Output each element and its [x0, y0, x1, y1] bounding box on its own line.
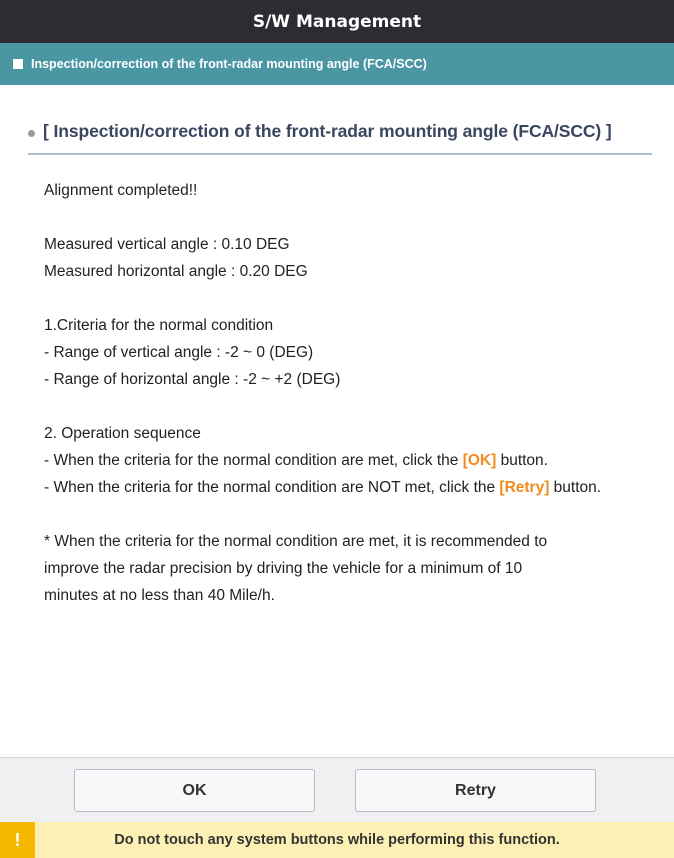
note-line-2: improve the radar precision by driving the vehicle for a minimum of 10	[44, 560, 523, 577]
sub-header-title: Inspection/correction of the front-radar mounting angle (FCA/SCC)	[31, 57, 427, 71]
sub-header	[0, 43, 674, 85]
criteria-title: 1.Criteria for the normal condition	[44, 317, 274, 334]
criteria-horizontal: - Range of horizontal angle : -2 ~ +2 (DEG)	[44, 371, 341, 388]
section-heading	[28, 121, 652, 155]
ok-highlight: [OK]	[462, 452, 497, 469]
square-bullet-icon	[13, 59, 23, 69]
warning-bar	[0, 822, 674, 858]
measured-vertical-angle: Measured vertical angle : 0.10 DEG	[44, 236, 290, 253]
ok-button[interactable]: OK	[74, 769, 315, 812]
section-heading-text: [ Inspection/correction of the front-radar mounting angle (FCA/SCC) ]	[43, 121, 612, 141]
content-panel	[0, 85, 674, 757]
sequence-title: 2. Operation sequence	[44, 425, 201, 442]
note-line-1: * When the criteria for the normal condition are met, it is recommended to	[44, 533, 548, 550]
warning-icon: !	[0, 822, 35, 858]
title-bar	[0, 0, 674, 43]
sequence-step-retry: - When the criteria for the normal condition are NOT met, click the [Retry] button.	[44, 479, 602, 496]
bullet-dot-icon	[28, 130, 35, 137]
warning-text: Do not touch any system buttons while performing this function.	[114, 832, 560, 848]
sequence-step-ok: - When the criteria for the normal condition are met, click the [OK] button.	[44, 452, 548, 469]
retry-button[interactable]: Retry	[355, 769, 596, 812]
status-message: Alignment completed!!	[44, 182, 198, 199]
window-title: S/W Management	[252, 11, 422, 32]
note-line-3: minutes at no less than 40 Mile/h.	[44, 587, 275, 604]
instruction-text	[44, 177, 644, 609]
button-bar	[0, 757, 674, 822]
measured-horizontal-angle: Measured horizontal angle : 0.20 DEG	[44, 263, 308, 280]
criteria-vertical: - Range of vertical angle : -2 ~ 0 (DEG)	[44, 344, 314, 361]
retry-highlight: [Retry]	[499, 479, 550, 496]
